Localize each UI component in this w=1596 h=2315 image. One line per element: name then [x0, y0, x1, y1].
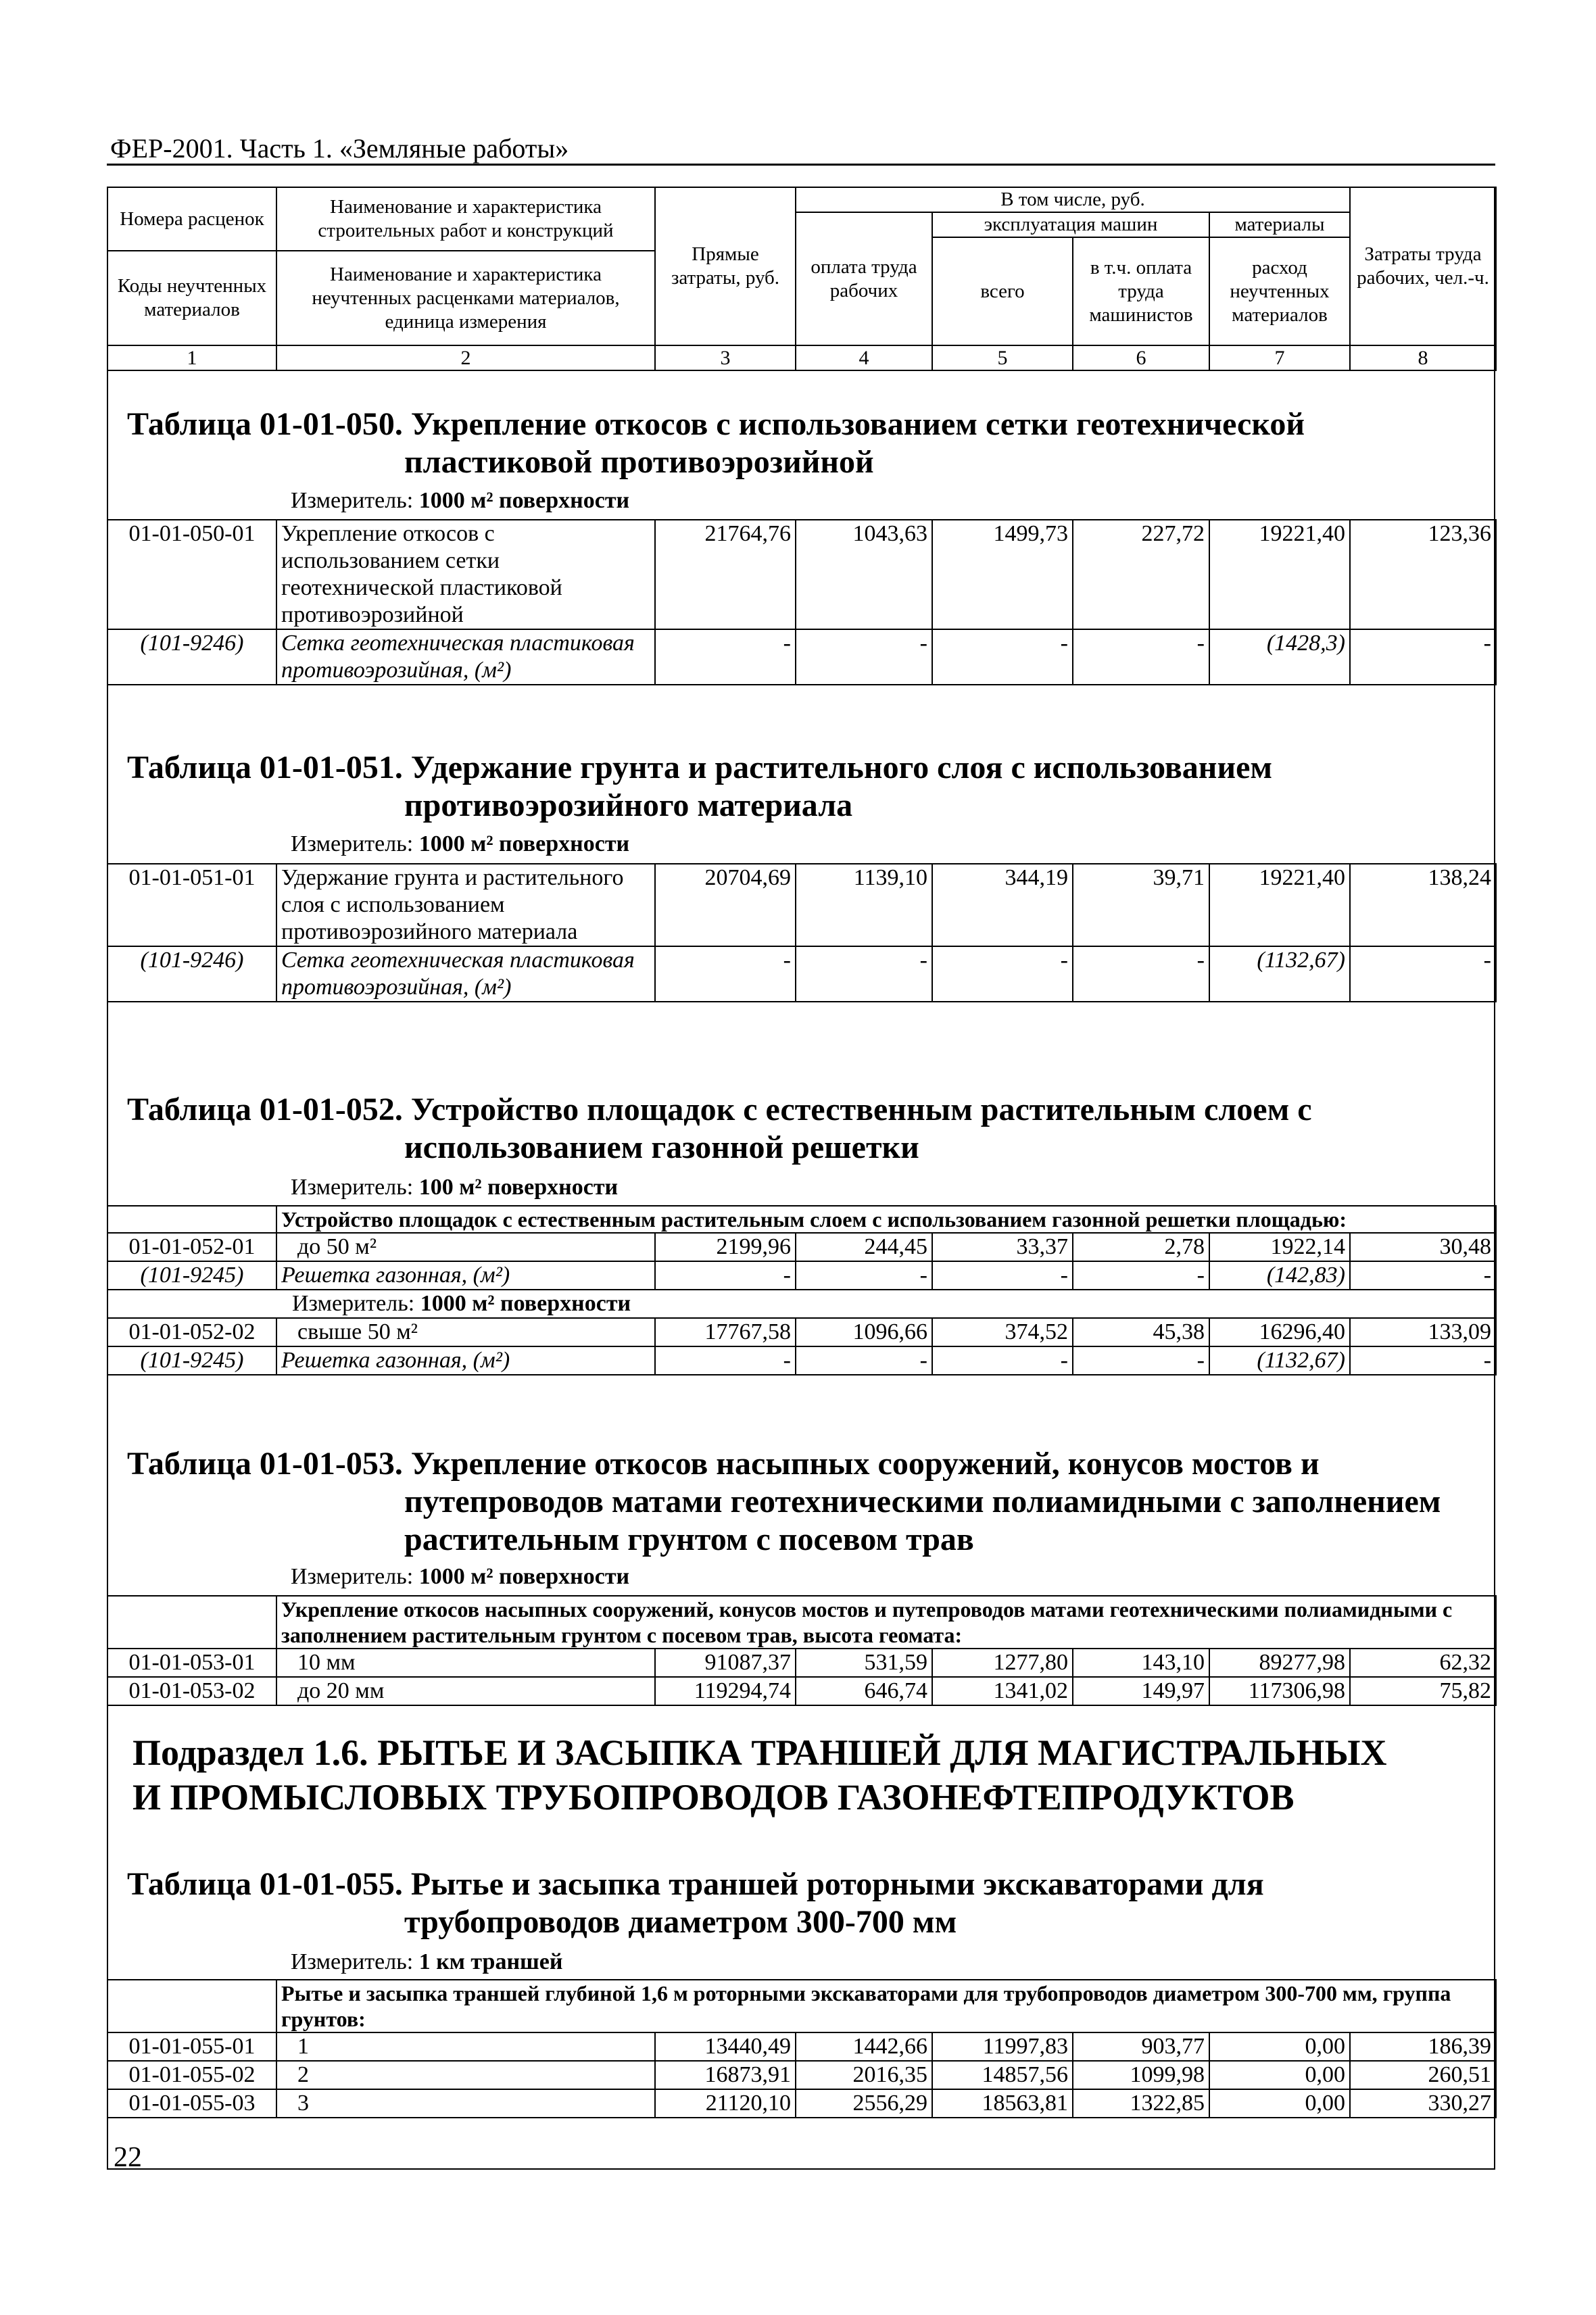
table-row — [107, 2032, 1496, 2061]
table-051-meter — [291, 831, 629, 857]
cell-value: 2556,29 — [796, 2089, 932, 2118]
cell-value: - — [796, 1346, 932, 1375]
table-050-meter — [291, 488, 629, 514]
table-row — [107, 2061, 1496, 2089]
material-code: (101-9245) — [107, 1346, 276, 1375]
table-052-title-line2: использованием газонной решетки — [404, 1129, 919, 1165]
table-052-title — [127, 1091, 1312, 1167]
rate-code: 01-01-055-02 — [107, 2061, 276, 2089]
cell-value: 119294,74 — [655, 1677, 796, 1705]
cell-value: 0,00 — [1209, 2032, 1350, 2061]
material-name: Решетка газонная, (м²) — [276, 1346, 655, 1375]
cell-value: 1442,66 — [796, 2032, 932, 2061]
group-row — [107, 1596, 1496, 1649]
cell-value: - — [655, 629, 796, 685]
col-num-8: 8 — [1350, 345, 1496, 370]
meter-value: 1000 м² поверхности — [418, 488, 630, 513]
table-row — [107, 1649, 1496, 1677]
cell-value: 89277,98 — [1209, 1649, 1350, 1677]
cell-machines-total: 1499,73 — [932, 520, 1073, 629]
cell-value: - — [932, 946, 1073, 1002]
cell-machines-total: 344,19 — [932, 864, 1073, 946]
col-num-2: 2 — [276, 345, 655, 370]
cell-value: - — [1350, 946, 1496, 1002]
cell-value: - — [655, 1346, 796, 1375]
table-053-title-line2: путепроводов матами геотехническими полиамидными с заполнением — [404, 1484, 1441, 1519]
table-052-meter — [291, 1175, 618, 1200]
cell-value: - — [1350, 1346, 1496, 1375]
header-zatraty: Затраты труда рабочих, чел.-ч. — [1350, 187, 1496, 345]
material-name: Решетка газонная, (м²) — [276, 1261, 655, 1290]
cell-value: (1132,67) — [1209, 946, 1350, 1002]
group-caption: Укрепление откосов насыпных сооружений, конусов мостов и путепроводов матами геотехническими полиамидными с заполнением растительным грунтом с посевом трав, высота геомата: — [276, 1596, 1496, 1649]
cell-value: (1132,67) — [1209, 1346, 1350, 1375]
cell-value: 1096,66 — [796, 1318, 932, 1346]
cell-value: 13440,49 — [655, 2032, 796, 2061]
table-053-title-line3: растительным грунтом с посевом трав — [404, 1521, 974, 1557]
cell-value: - — [932, 1261, 1073, 1290]
cell-value: - — [796, 1261, 932, 1290]
cell-labor-pay: 1139,10 — [796, 864, 932, 946]
rate-code: 01-01-053-02 — [107, 1677, 276, 1705]
col-num-6: 6 — [1073, 345, 1209, 370]
cell-value: 62,32 — [1350, 1649, 1496, 1677]
col-num-4: 4 — [796, 345, 932, 370]
meter-label: Измеритель: — [291, 1949, 414, 1974]
header-pryamye: Прямые затраты, руб. — [655, 187, 796, 345]
rate-name: до 20 мм — [276, 1677, 655, 1705]
table-050-title-line1: Таблица 01-01-050. Укрепление откосов с использованием сетки геотехнической — [127, 406, 1305, 442]
rate-code: 01-01-052-01 — [107, 1233, 276, 1261]
cell-value: 646,74 — [796, 1677, 932, 1705]
meter-row — [107, 1290, 1496, 1318]
cell-value: 1922,14 — [1209, 1233, 1350, 1261]
rate-name: 10 мм — [276, 1649, 655, 1677]
subsection-line1: Подраздел 1.6. РЫТЬЕ И ЗАСЫПКА ТРАНШЕЙ ДЛЯ МАГИСТРАЛЬНЫХ — [132, 1732, 1387, 1773]
table-055-title — [127, 1866, 1264, 1941]
cell-value: (1428,3) — [1209, 629, 1350, 685]
table-055-title-line1: Таблица 01-01-055. Рытье и засыпка траншей роторными экскаваторами для — [127, 1866, 1264, 1902]
table-row — [107, 864, 1496, 946]
header-rule — [107, 164, 1495, 166]
header-name-top: Наименование и характеристика строительных работ и конструкций — [276, 187, 655, 251]
cell-labor-hours: 138,24 — [1350, 864, 1496, 946]
cell-value: 75,82 — [1350, 1677, 1496, 1705]
cell-value: 17767,58 — [655, 1318, 796, 1346]
cell-value: - — [932, 1346, 1073, 1375]
table-050-title — [127, 406, 1305, 481]
col-num-1: 1 — [107, 345, 276, 370]
table-row — [107, 2089, 1496, 2118]
meter-value: 1000 м² поверхности — [418, 1564, 630, 1589]
cell-value: 0,00 — [1209, 2089, 1350, 2118]
table-row — [107, 1318, 1496, 1346]
cell-value: - — [655, 1261, 796, 1290]
cell-value: 143,10 — [1073, 1649, 1209, 1677]
cell-value: 2016,35 — [796, 2061, 932, 2089]
table-055-meter — [291, 1949, 562, 1975]
meter-label: Измеритель: — [291, 831, 414, 856]
cell-value: 531,59 — [796, 1649, 932, 1677]
table-050 — [107, 519, 1497, 685]
cell-value: 186,39 — [1350, 2032, 1496, 2061]
header-kody: Коды неучтенных материалов — [107, 251, 276, 345]
table-055-title-line2: трубопроводов диаметром 300-700 мм — [404, 1904, 957, 1940]
table-053-title — [127, 1445, 1441, 1559]
rate-name: 3 — [276, 2089, 655, 2118]
cell-machinists-pay: 39,71 — [1073, 864, 1209, 946]
table-053 — [107, 1595, 1497, 1706]
cell-value: 1341,02 — [932, 1677, 1073, 1705]
table-row-material — [107, 1261, 1496, 1290]
meter-value: 100 м² поверхности — [418, 1175, 619, 1200]
cell-direct-cost: 21764,76 — [655, 520, 796, 629]
col-num-7: 7 — [1209, 345, 1350, 370]
table-row — [107, 1233, 1496, 1261]
rate-code: 01-01-051-01 — [107, 864, 276, 946]
material-name: Сетка геотехническая пластиковая противоэрозийная, (м²) — [276, 946, 655, 1002]
page-header-title: ФЕР-2001. Часть 1. «Земляные работы» — [110, 133, 569, 164]
subsection-line2: И ПРОМЫСЛОВЫХ ТРУБОПРОВОДОВ ГАЗОНЕФТЕПРОДУКТОВ — [132, 1777, 1295, 1818]
table-row-material — [107, 629, 1496, 685]
cell-value: 117306,98 — [1209, 1677, 1350, 1705]
subsection-heading — [132, 1730, 1387, 1820]
cell-value: 14857,56 — [932, 2061, 1073, 2089]
rate-code: 01-01-055-01 — [107, 2032, 276, 2061]
cell-value: (142,83) — [1209, 1261, 1350, 1290]
table-row-material — [107, 946, 1496, 1002]
rate-code: 01-01-053-01 — [107, 1649, 276, 1677]
table-053-title-line1: Таблица 01-01-053. Укрепление откосов насыпных сооружений, конусов мостов и — [127, 1446, 1320, 1482]
cell-value: 244,45 — [796, 1233, 932, 1261]
table-050-title-line2: пластиковой противоэрозийной — [404, 444, 874, 480]
cell-value: 903,77 — [1073, 2032, 1209, 2061]
rate-name: 2 — [276, 2061, 655, 2089]
table-row-material — [107, 1346, 1496, 1375]
group-row — [107, 1206, 1496, 1233]
cell-value: 133,09 — [1350, 1318, 1496, 1346]
group-caption: Устройство площадок с естественным растительным слоем с использованием газонной решетки площадью: — [276, 1206, 1496, 1233]
cell-value: - — [796, 629, 932, 685]
header-rashod: расход неучтенных материалов — [1209, 237, 1350, 345]
table-row — [107, 520, 1496, 629]
rate-name: 1 — [276, 2032, 655, 2061]
cell-value: 149,97 — [1073, 1677, 1209, 1705]
cell-value: 18563,81 — [932, 2089, 1073, 2118]
meter-label: Измеритель: — [291, 1175, 414, 1200]
cell-value: 16296,40 — [1209, 1318, 1350, 1346]
header-materialy: материалы — [1209, 212, 1350, 237]
cell-value: 2199,96 — [655, 1233, 796, 1261]
material-name: Сетка геотехническая пластиковая противоэрозийная, (м²) — [276, 629, 655, 685]
cell-labor-hours: 123,36 — [1350, 520, 1496, 629]
cell-value: 30,48 — [1350, 1233, 1496, 1261]
cell-value: 1099,98 — [1073, 2061, 1209, 2089]
header-vtch: в т.ч. оплата труда машинистов — [1073, 237, 1209, 345]
material-code: (101-9246) — [107, 629, 276, 685]
cell-value: - — [1350, 629, 1496, 685]
group-row — [107, 1980, 1496, 2032]
cell-materials: 19221,40 — [1209, 520, 1350, 629]
cell-value: 1277,80 — [932, 1649, 1073, 1677]
cell-value: 21120,10 — [655, 2089, 796, 2118]
table-051-title-line2: противоэрозийного материала — [404, 787, 853, 823]
table-row — [107, 1677, 1496, 1705]
table-052 — [107, 1205, 1497, 1375]
meter-value: 1000 м² поверхности — [420, 1291, 631, 1316]
table-055 — [107, 1979, 1497, 2118]
cell-value: 45,38 — [1073, 1318, 1209, 1346]
cell-labor-pay: 1043,63 — [796, 520, 932, 629]
meter-label: Измеритель: — [292, 1291, 415, 1316]
cell-value: 91087,37 — [655, 1649, 796, 1677]
table-052-title-line1: Таблица 01-01-052. Устройство площадок с естественным растительным слоем с — [127, 1092, 1312, 1127]
meter-label: Измеритель: — [291, 488, 414, 513]
header-ekspluataciya: эксплуатация машин — [932, 212, 1209, 237]
cell-value: 374,52 — [932, 1318, 1073, 1346]
rate-name: свыше 50 м² — [276, 1318, 655, 1346]
cell-value: - — [1073, 629, 1209, 685]
cell-value: - — [1073, 1346, 1209, 1375]
cell-value: - — [796, 946, 932, 1002]
cell-value: 33,37 — [932, 1233, 1073, 1261]
cell-value: 16873,91 — [655, 2061, 796, 2089]
rate-name: до 50 м² — [276, 1233, 655, 1261]
column-header-table — [107, 187, 1497, 371]
rate-code: 01-01-052-02 — [107, 1318, 276, 1346]
cell-direct-cost: 20704,69 — [655, 864, 796, 946]
page-number: 22 — [114, 2142, 142, 2173]
cell-value: 1322,85 — [1073, 2089, 1209, 2118]
rate-code: 01-01-055-03 — [107, 2089, 276, 2118]
header-nomera: Номера расценок — [107, 187, 276, 251]
material-code: (101-9245) — [107, 1261, 276, 1290]
table-051-title — [127, 749, 1272, 825]
meter-value: 1 км траншей — [418, 1949, 563, 1974]
cell-value: 2,78 — [1073, 1233, 1209, 1261]
cell-value: - — [1073, 946, 1209, 1002]
cell-materials: 19221,40 — [1209, 864, 1350, 946]
cell-machinists-pay: 227,72 — [1073, 520, 1209, 629]
cell-value: 330,27 — [1350, 2089, 1496, 2118]
cell-value: 0,00 — [1209, 2061, 1350, 2089]
header-vsego: всего — [932, 237, 1073, 345]
col-num-3: 3 — [655, 345, 796, 370]
rate-name: Удержание грунта и растительного слоя с использованием противоэрозийного материала — [276, 864, 655, 946]
rate-name: Укрепление откосов с использованием сетки геотехнической пластиковой противоэрозийной — [276, 520, 655, 629]
header-v-tom-chisle: В том числе, руб. — [796, 187, 1350, 212]
table-051 — [107, 863, 1497, 1002]
header-name-bottom: Наименование и характеристика неучтенных расценками материалов, единица измерения — [276, 251, 655, 345]
cell-value: - — [1073, 1261, 1209, 1290]
meter-label: Измеритель: — [291, 1564, 414, 1589]
cell-value: - — [932, 629, 1073, 685]
col-num-5: 5 — [932, 345, 1073, 370]
rate-code: 01-01-050-01 — [107, 520, 276, 629]
cell-value: - — [1350, 1261, 1496, 1290]
cell-value: 11997,83 — [932, 2032, 1073, 2061]
table-051-title-line1: Таблица 01-01-051. Удержание грунта и растительного слоя с использованием — [127, 750, 1273, 785]
table-053-meter — [291, 1564, 629, 1590]
meter-value: 1000 м² поверхности — [418, 831, 630, 856]
header-oplata: оплата труда рабочих — [796, 212, 932, 345]
material-code: (101-9246) — [107, 946, 276, 1002]
cell-value: 260,51 — [1350, 2061, 1496, 2089]
cell-value: - — [655, 946, 796, 1002]
group-caption: Рытье и засыпка траншей глубиной 1,6 м роторными экскаваторами для трубопроводов диаметром 300-700 мм, группа грунтов: — [276, 1980, 1496, 2032]
